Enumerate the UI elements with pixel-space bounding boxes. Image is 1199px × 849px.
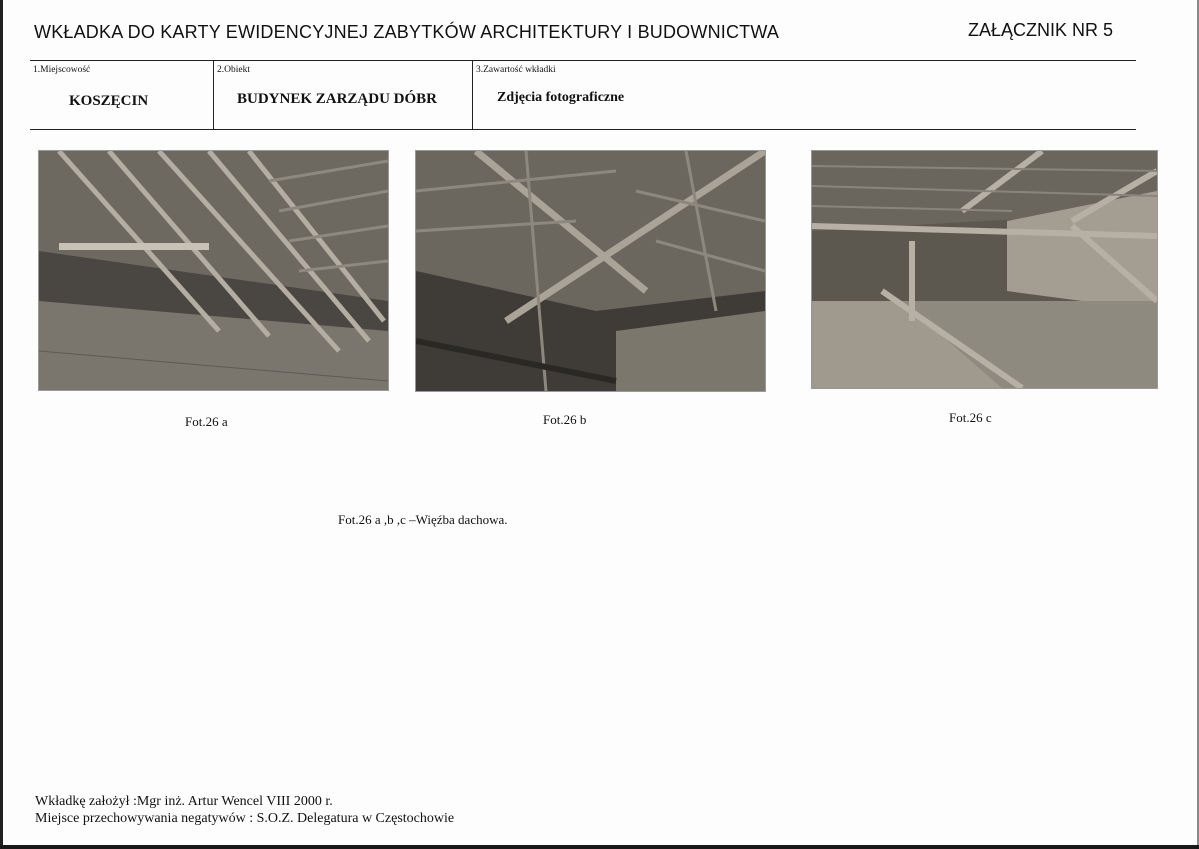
object-value: BUDYNEK ZARZĄDU DÓBR <box>237 91 438 107</box>
field-divider-1 <box>213 60 214 130</box>
photo-26a <box>38 150 389 391</box>
header-rule-top <box>30 60 1136 61</box>
object-label: 2.Obiekt <box>217 65 250 75</box>
content-label: 3.Zawartość wkładki <box>476 65 556 75</box>
photo-26c <box>811 150 1158 389</box>
locality-value: KOSZĘCIN <box>69 93 149 109</box>
header-rule-bottom <box>30 129 1136 130</box>
scan-edge-bottom <box>0 845 1199 849</box>
document-title: WKŁADKA DO KARTY EWIDENCYJNEJ ZABYTKÓW ARCHITEKTURY I BUDOWNICTWA <box>34 22 780 42</box>
field-divider-2 <box>472 60 473 130</box>
photo-26b-caption: Fot.26 b <box>543 412 587 427</box>
photo-26c-caption: Fot.26 c <box>949 410 992 425</box>
footer-storage: Miejsce przechowywania negatywów : S.O.Z. Delegatura w Częstochowie <box>35 811 455 826</box>
content-value: Zdjęcia fotograficzne <box>497 90 625 105</box>
photo-description: Fot.26 a ,b ,c –Więźba dachowa. <box>338 512 508 527</box>
scan-edge-left <box>0 0 3 849</box>
footer-author: Wkładkę założył :Mgr inż. Artur Wencel VIII 2000 r. <box>35 794 333 809</box>
photo-26b <box>415 150 766 392</box>
locality-label: 1.Miejscowość <box>33 65 91 75</box>
photo-26a-caption: Fot.26 a <box>185 414 228 429</box>
annex-number: ZAŁĄCZNIK NR 5 <box>967 20 1113 40</box>
